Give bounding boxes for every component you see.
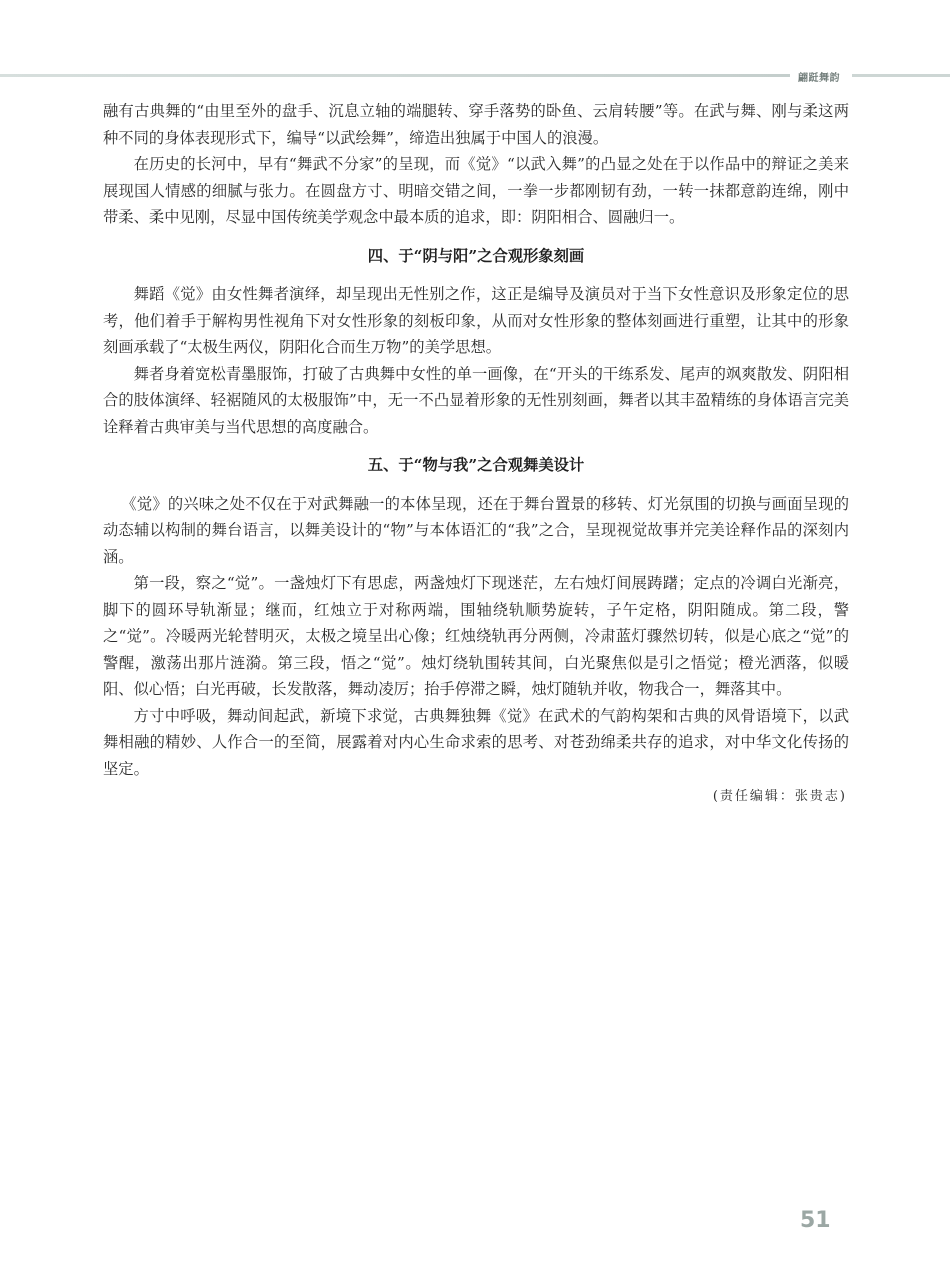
paragraph-history: 在历史的长河中，早有“舞武不分家”的呈现，而《觉》“以武入舞”的凸显之处在于以作品中的辩证之美来展现国人情感的细腻与张力。在圆盘方寸、明暗交错之间，一拳一步都刚韧有劲，一转一抹都意韵连绵，刚中带柔、柔中见刚，尽显中国传统美学观念中最本质的追求，即：阴阳相合、圆融归一。 [103,155,849,226]
header-bar [0,70,950,84]
editor-credit: (责任编辑：张贵志) [712,789,847,804]
paragraph-conclusion: 方寸中呼吸，舞动间起武，新境下求觉，古典舞独舞《觉》在武术的气韵构架和古典的风骨语境下，以武舞相融的精妙、人作合一的至简，展露着对内心生命求索的思考、对苍劲绵柔共存的追求，对中华文化传扬的坚定。 [103,706,849,778]
paragraph-segments: 第一段，察之“觉”。一盏烛灯下有思虑，两盏烛灯下现迷茫，左右烛灯间展踌躇；定点的冷调白光渐亮，脚下的圆环导轨渐显；继而，红烛立于对称两端，围轴绕轨顺势旋转，子午定格，阴阳随成。第二段，警之“觉”。冷暖两光轮替明灭，太极之境呈出心像；红烛绕轨再分两侧，冷肃蓝灯骤然切转，似是心底之“觉”的警醒，激荡出那片涟漪。第三段，悟之“觉”。烛灯绕轨围转其间，白光聚焦似是引之悟觉；橙光洒落，似暖阳、似心悟；白光再破，长发散落，舞动凌厉；抬手停滞之瞬，烛灯随轨并收，物我合一，舞落其中。 [103,574,849,698]
article-body [103,98,849,808]
paragraph-costume: 舞者身着宽松青墨服饰，打破了古典舞中女性的单一画像，在“开头的干练系发、尾声的飒爽散发、阴阳相合的肢体演绎、轻裾随风的太极服饰”中，无一不凸显着形象的无性别刻画，舞者以其丰盈精练的身体语言完美诠释着古典审美与当代思想的高度融合。 [103,364,849,436]
column-name: 翩跹舞韵 [798,73,840,84]
paragraph-stage-design: 《觉》的兴味之处不仅在于对武舞融一的本体呈现，还在于舞台置景的移转、灯光氛围的切换与画面呈现的动态辅以构制的舞台语言，以舞美设计的“物”与本体语汇的“我”之合，呈现视觉故事并完美诠释作品的深刻内涵。 [103,494,849,566]
header-rule-right [852,74,950,77]
section-heading-5: 五、于“物与我”之合观舞美设计 [367,456,585,474]
section-heading-4: 四、于“阴与阳”之合观形象刻画 [367,246,585,265]
paragraph-gender: 舞蹈《觉》由女性舞者演绎，却呈现出无性别之作，这正是编导及演员对于当下女性意识及形象定位的思考，他们着手于解构男性视角下对女性形象的刻板印象，从而对女性形象的整体刻画进行重塑，让其中的形象刻画承载了“太极生两仪，阴阳化合而生万物”的美学思想。 [103,285,849,356]
page-number: 51 [800,1208,831,1233]
header-rule-left [0,74,790,77]
paragraph-continuation: 融有古典舞的“由里至外的盘手、沉息立轴的端腿转、穿手落势的卧鱼、云肩转腰”等。在武与舞、刚与柔这两种不同的身体表现形式下，编导“以武绘舞”，缔造出独属于中国人的浪漫。 [103,102,849,147]
